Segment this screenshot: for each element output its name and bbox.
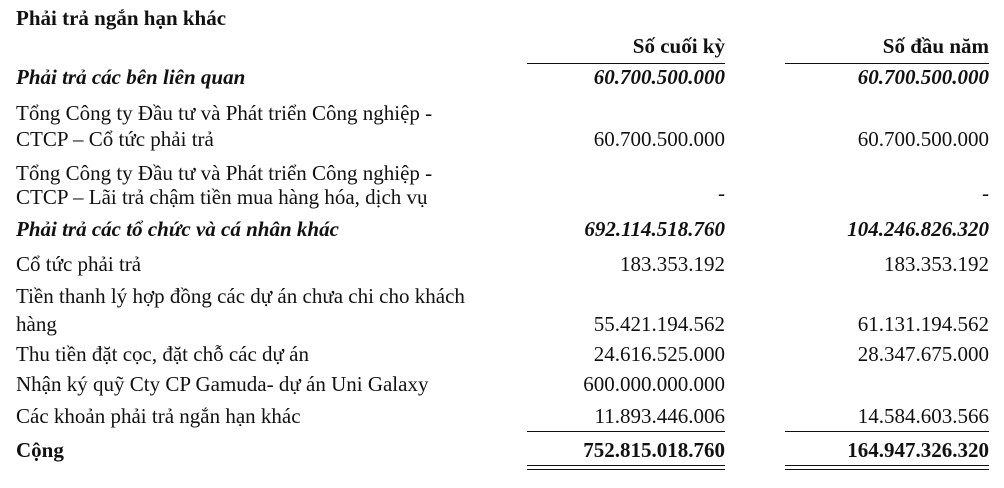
- value-begin: 61.131.194.562: [857, 312, 989, 336]
- row-label: Phải trả các bên liên quan: [16, 65, 246, 89]
- row-label-line1: Tổng Công ty Đầu tư và Phát triển Công nghiệp -: [16, 161, 433, 185]
- value-end: 183.353.192: [620, 252, 725, 276]
- value-begin: 14.584.603.566: [857, 404, 989, 428]
- value-end: 24.616.525.000: [593, 342, 725, 366]
- total-double-underline-begin: [785, 465, 989, 470]
- row-label-line2: hàng: [16, 312, 57, 336]
- column-header-end-of-period: Số cuối kỳ: [632, 34, 725, 58]
- row-label: Phải trả các tổ chức và cá nhân khác: [16, 217, 339, 241]
- value-end: 60.700.500.000: [593, 127, 725, 151]
- row-label: Nhận ký quỹ Cty CP Gamuda- dự án Uni Galaxy: [16, 372, 429, 396]
- total-label: Cộng: [16, 438, 64, 462]
- value-begin: 60.700.500.000: [857, 65, 989, 89]
- value-begin: 183.353.192: [884, 252, 989, 276]
- row-label: Thu tiền đặt cọc, đặt chỗ các dự án: [16, 342, 310, 366]
- total-value-begin: 164.947.326.320: [847, 438, 989, 462]
- value-end: 692.114.518.760: [584, 217, 725, 241]
- column-header-beginning-of-year: Số đầu năm: [882, 34, 989, 58]
- total-value-end: 752.815.018.760: [583, 438, 725, 462]
- row-label-line1: Tiền thanh lý hợp đồng các dự án chưa chi cho khách: [16, 284, 465, 308]
- total-double-underline-end: [527, 465, 725, 470]
- section-title: Phải trả ngắn hạn khác: [16, 6, 227, 30]
- value-begin: 104.246.826.320: [847, 217, 989, 241]
- value-end: 55.421.194.562: [593, 312, 725, 336]
- row-label: Các khoản phải trả ngắn hạn khác: [16, 404, 301, 428]
- subtotal-underline-begin: [785, 431, 989, 432]
- row-label: Cổ tức phải trả: [16, 252, 142, 276]
- subtotal-underline-end: [527, 431, 725, 432]
- value-end: 600.000.000.000: [583, 372, 725, 396]
- row-label-line2: CTCP – Lãi trả chậm tiền mua hàng hóa, dịch vụ: [16, 185, 428, 209]
- value-begin: 60.700.500.000: [857, 127, 989, 151]
- row-label-line1: Tổng Công ty Đầu tư và Phát triển Công nghiệp -: [16, 101, 433, 125]
- value-end: 11.893.446.006: [594, 404, 725, 428]
- value-end: 60.700.500.000: [593, 65, 725, 89]
- value-end: -: [718, 181, 725, 205]
- row-label-line2: CTCP – Cổ tức phải trả: [16, 127, 214, 151]
- value-begin: 28.347.675.000: [857, 342, 989, 366]
- value-begin: -: [982, 181, 989, 205]
